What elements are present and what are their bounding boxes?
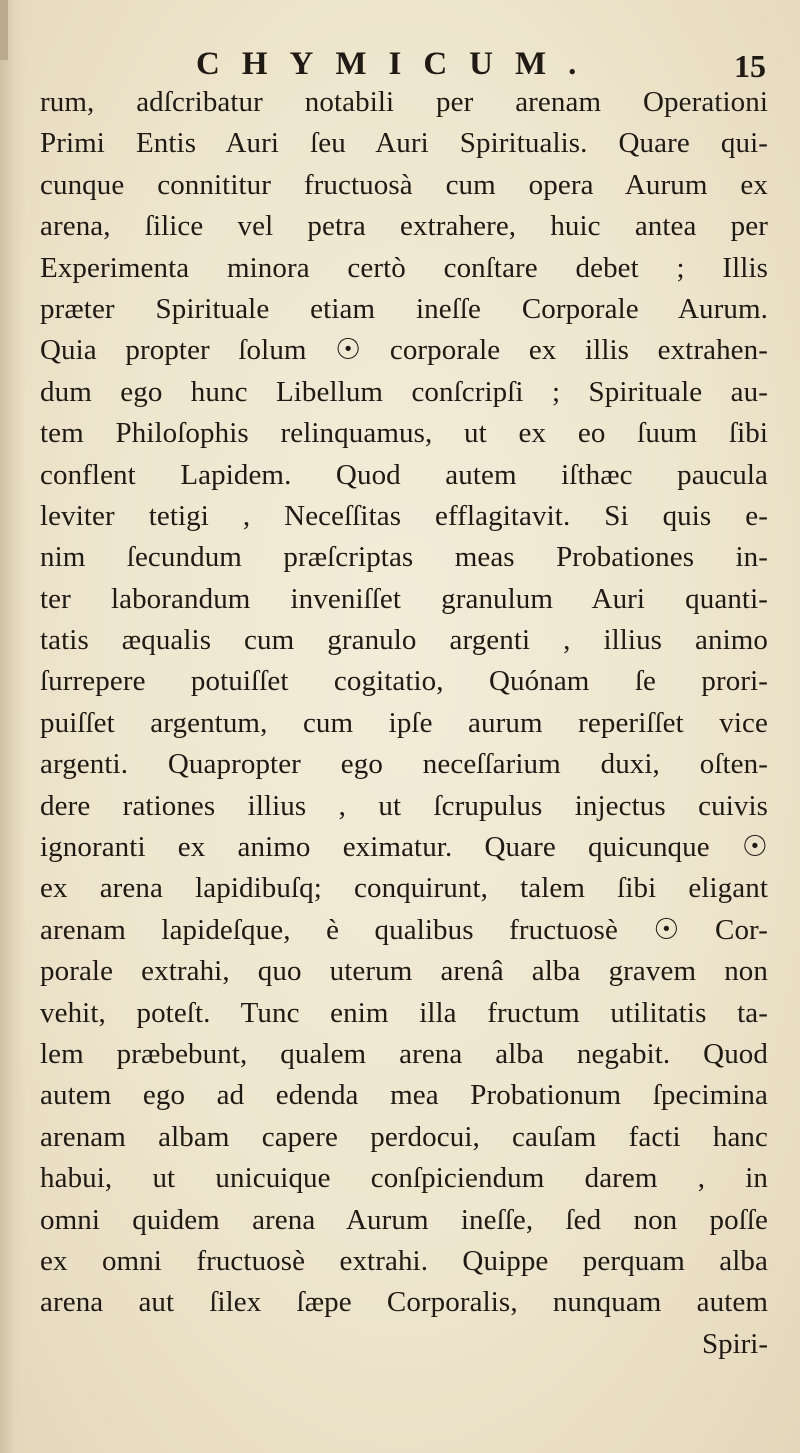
binding-edge (0, 0, 8, 60)
text-line: nim ſecundum præſcriptas meas Probationes in- (40, 541, 768, 574)
text-line: ignoranti ex animo eximatur. Quare quicunque ☉ (40, 831, 768, 864)
text-line: arena, ſilice vel petra extrahere, huic antea per (40, 210, 768, 243)
text-line: Primi Entis Auri ſeu Auri Spiritualis. Quare qui- (40, 127, 768, 160)
text-line: puiſſet argentum, cum ipſe aurum reperiſſet vice (40, 706, 768, 739)
text-line: tatis æqualis cum granulo argenti , illius animo (40, 624, 768, 657)
text-line: omni quidem arena Aurum ineſſe, ſed non poſſe (40, 1203, 768, 1236)
text-line: porale extrahi, quo uterum arenâ alba gravem non (40, 955, 768, 988)
text-line: rum, adſcribatur notabili per arenam Operationi (40, 86, 768, 118)
gutter-shadow (0, 0, 26, 1453)
text-line: conflent Lapidem. Quod autem iſthæc paucula (40, 458, 768, 491)
text-line: ter laborandum inveniſſet granulum Auri quanti- (40, 582, 768, 615)
text-line: ſurrepere potuiſſet cogitatio, Quónam ſe prori- (40, 665, 768, 698)
text-line: ex arena lapidibuſq; conquirunt, talem ſibi eligant (40, 872, 768, 905)
catchword: Spiri- (701, 1327, 768, 1360)
text-line: vehit, poteſt. Tunc enim illa fructum utilitatis ta- (40, 996, 768, 1029)
text-line: argenti. Quapropter ego neceſſarium duxi, oſten- (40, 748, 768, 781)
text-line: dere rationes illius , ut ſcrupulus injectus cuivis (40, 789, 768, 822)
running-title: CHYMICUM. (196, 46, 599, 82)
text-line: habui, ut unicuique conſpiciendum darem , in (40, 1162, 768, 1195)
text-line: tem Philoſophis relinquamus, ut ex eo ſuum ſibi (40, 417, 768, 450)
body-text (40, 82, 768, 1365)
text-line: dum ego hunc Libellum conſcripſi ; Spirituale au- (40, 375, 768, 408)
text-line: leviter tetigi , Neceſſitas efflagitavit. Si quis e- (40, 499, 768, 532)
text-line: præter Spirituale etiam ineſſe Corporale Aurum. (40, 292, 768, 325)
text-line: lem præbebunt, qualem arena alba negabit. Quod (40, 1037, 768, 1070)
text-line: Quia propter ſolum ☉ corporale ex illis extrahen- (40, 334, 768, 367)
text-line: arenam lapideſque, è qualibus fructuosè ☉ Cor- (40, 913, 768, 946)
page-number: 15 (734, 48, 766, 84)
text-line: arena aut ſilex ſæpe Corporalis, nunquam autem (40, 1286, 768, 1319)
text-line: Experimenta minora certò conſtare debet ; Illis (40, 251, 768, 284)
text-line: cunque connititur fructuosà cum opera Aurum ex (40, 168, 768, 201)
text-line: arenam albam capere perdocui, cauſam facti hanc (40, 1120, 768, 1153)
text-line: autem ego ad edenda mea Probationum ſpecimina (40, 1079, 768, 1112)
text-line: ex omni fructuosè extrahi. Quippe perquam alba (40, 1244, 768, 1277)
